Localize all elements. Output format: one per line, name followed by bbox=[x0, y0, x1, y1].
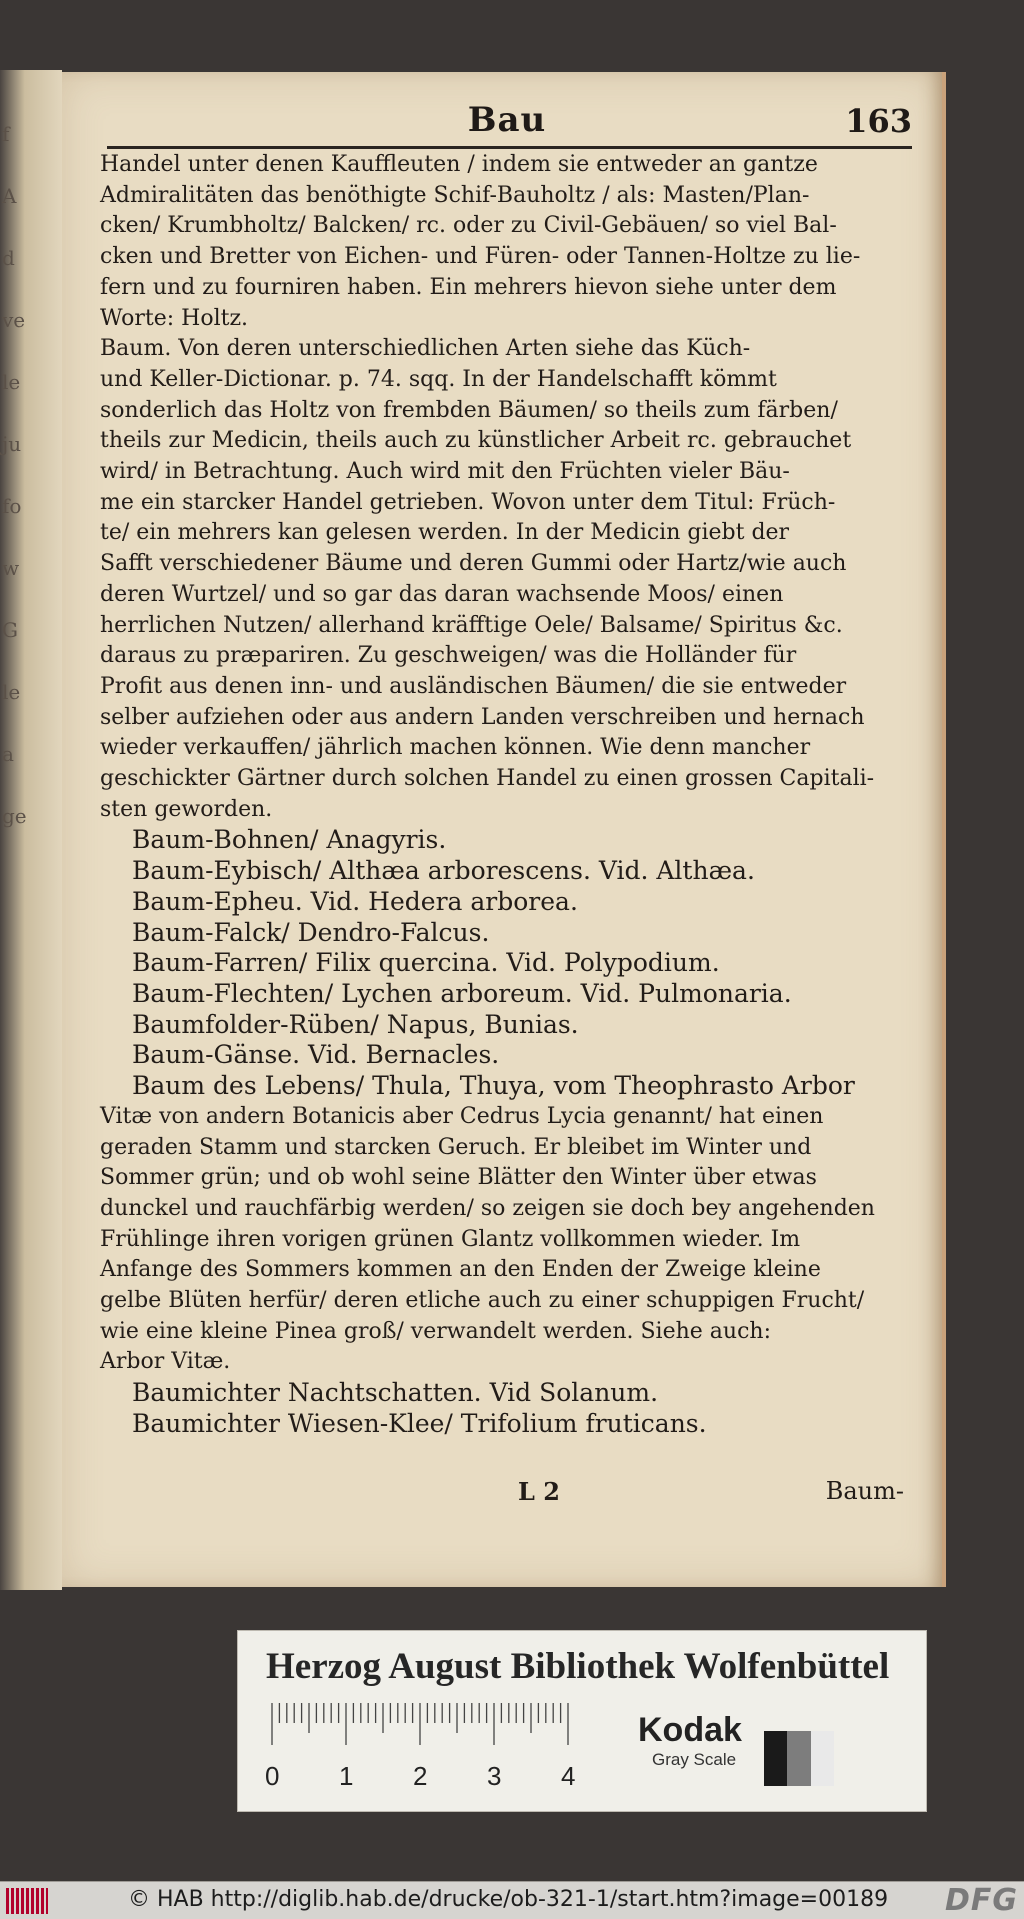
text-line: Baum. Von deren unterschiedlichen Arten siehe das Küch- bbox=[100, 336, 751, 362]
entry-line: Baum-Epheu. Vid. Hedera arborea. bbox=[132, 886, 578, 916]
gray-swatch bbox=[764, 1731, 834, 1786]
barcode-icon bbox=[6, 1888, 48, 1914]
text-line: fern und zu fourniren haben. Ein mehrers hievon siehe unter dem bbox=[100, 274, 837, 300]
text-line: me ein starcker Handel getrieben. Wovon unter dem Titul: Früch- bbox=[100, 489, 836, 515]
edge-fragment: d bbox=[2, 246, 15, 270]
entry-line: Baum-Eybisch/ Althæa arborescens. Vid. Althæa. bbox=[132, 856, 755, 886]
scale-ruler bbox=[265, 1703, 608, 1793]
ruler-number: 0 bbox=[265, 1761, 280, 1791]
running-head bbox=[102, 100, 912, 140]
text-line: gelbe Blüten herfür/ deren etliche auch zu einer schuppigen Frucht/ bbox=[100, 1288, 865, 1314]
text-line: Safft verschiedener Bäume und deren Gummi oder Hartz/wie auch bbox=[100, 551, 847, 577]
entry-line: Baum des Lebens/ Thula, Thuya, vom Theophrasto Arbor bbox=[132, 1071, 855, 1101]
text-line: wie eine kleine Pinea groß/ verwandelt werden. Siehe auch: bbox=[100, 1318, 771, 1344]
footer-bar bbox=[0, 1881, 1024, 1919]
gray-scale-label: Gray Scale bbox=[652, 1750, 737, 1769]
edge-fragment: w bbox=[2, 556, 20, 580]
text-line: sten geworden. bbox=[100, 796, 273, 822]
entry-line: Baum-Falck/ Dendro-Falcus. bbox=[132, 917, 490, 947]
ruler-number: 2 bbox=[413, 1761, 428, 1791]
page-number: 163 bbox=[845, 102, 912, 140]
text-line: cken/ Krumbholtz/ Balcken/ rc. oder zu Civil-Gebäuen/ so viel Bal- bbox=[100, 213, 837, 239]
text-line: wird/ in Betrachtung. Auch wird mit den Früchten vieler Bäu- bbox=[100, 459, 790, 485]
text-line: selber aufziehen oder aus andern Landen verschreiben und hernach bbox=[100, 704, 865, 730]
edge-fragment: a bbox=[2, 742, 14, 766]
text-line: herrlichen Nutzen/ allerhand kräfftige Oele/ Balsame/ Spiritus &c. bbox=[100, 612, 843, 638]
text-line: dunckel und rauchfärbig werden/ so zeigen sie doch bey angehenden bbox=[100, 1195, 875, 1221]
edge-fragment: fo bbox=[2, 494, 22, 518]
text-line: Anfange des Sommers kommen an den Enden der Zweige kleine bbox=[100, 1257, 821, 1283]
adjacent-page-edge bbox=[0, 70, 62, 1590]
text-line: Sommer grün; und ob wohl seine Blätter den Winter über etwas bbox=[100, 1165, 817, 1191]
entry-line: Baum-Farren/ Filix quercina. Vid. Polypodium. bbox=[132, 948, 720, 978]
edge-fragment: f bbox=[2, 122, 10, 146]
signature-mark: L 2 bbox=[518, 1477, 560, 1506]
running-head-title: Bau bbox=[467, 100, 547, 140]
text-line: daraus zu præpariren. Zu geschweigen/ was die Holländer für bbox=[100, 643, 797, 669]
kodak-brand: Kodak bbox=[638, 1711, 742, 1749]
edge-fragment: G bbox=[2, 618, 18, 642]
page-foot bbox=[100, 1477, 910, 1511]
text-line: Handel unter denen Kauffleuten / indem sie entweder an gantze bbox=[100, 152, 818, 177]
text-line: geschickter Gärtner durch solchen Handel zu einen grossen Capitali- bbox=[100, 766, 875, 792]
head-rule bbox=[107, 146, 912, 149]
text-line: Arbor Vitæ. bbox=[100, 1349, 231, 1375]
catchword: Baum- bbox=[825, 1477, 904, 1505]
text-line: theils zur Medicin, theils auch zu künstlicher Arbeit rc. gebrauchet bbox=[100, 428, 852, 454]
ruler-number: 4 bbox=[561, 1761, 576, 1791]
text-line: Vitæ von andern Botanicis aber Cedrus Lycia genannt/ hat einen bbox=[100, 1103, 824, 1129]
entry-line: Baum-Gänse. Vid. Bernacles. bbox=[132, 1040, 500, 1070]
color-calibration-card bbox=[237, 1630, 927, 1812]
dfg-logo: DFG bbox=[944, 1883, 1018, 1918]
edge-fragment: ve bbox=[2, 308, 26, 332]
text-line: cken und Bretter von Eichen- und Füren- oder Tannen-Holtze zu lie- bbox=[100, 244, 861, 270]
text-line: te/ ein mehrers kan gelesen werden. In der Medicin giebt der bbox=[100, 520, 790, 546]
edge-fragment: A bbox=[2, 184, 17, 208]
text-line: deren Wurtzel/ und so gar das daran wachsende Moos/ einen bbox=[100, 581, 784, 607]
text-line: Frühlinge ihren vorigen grünen Glantz vollkommen wieder. Im bbox=[100, 1226, 801, 1252]
text-line: und Keller-Dictionar. p. 74. sqq. In der Handelschafft kömmt bbox=[100, 366, 777, 392]
copyright-link[interactable]: © HAB http://diglib.hab.de/drucke/ob-321-1/start.htm?image=00189 bbox=[128, 1887, 889, 1912]
entry-line: Baum-Flechten/ Lychen arboreum. Vid. Pulmonaria. bbox=[132, 978, 792, 1008]
entry-line: Baumichter Nachtschatten. Vid Solanum. bbox=[132, 1378, 659, 1408]
entry-line: Baumichter Wiesen-Klee/ Trifolium fruticans. bbox=[132, 1408, 707, 1438]
text-line: Worte: Holtz. bbox=[100, 305, 249, 331]
kodak-label bbox=[638, 1711, 742, 1770]
edge-fragment: ge bbox=[2, 804, 27, 828]
edge-fragment: ju bbox=[2, 432, 22, 456]
edge-fragment: le bbox=[2, 680, 21, 704]
entry-line: Baumfolder-Rüben/ Napus, Bunias. bbox=[132, 1009, 579, 1039]
entry-line: Baum-Bohnen/ Anagyris. bbox=[132, 825, 447, 855]
page-text bbox=[100, 150, 910, 1440]
edge-fragment: le bbox=[2, 370, 21, 394]
text-line: Profit aus denen inn- und ausländischen Bäumen/ die sie entweder bbox=[100, 673, 847, 699]
library-name: Herzog August Bibliothek Wolfenbüttel bbox=[266, 1646, 890, 1687]
text-line: Admiralitäten das benöthigte Schif-Bauholtz / als: Masten/Plan- bbox=[100, 182, 810, 208]
ruler-ticks bbox=[265, 1703, 608, 1793]
ruler-number: 1 bbox=[339, 1761, 354, 1791]
text-line: wieder verkauffen/ jährlich machen können. Wie denn mancher bbox=[100, 735, 811, 761]
text-line: geraden Stamm und starcken Geruch. Er bleibet im Winter und bbox=[100, 1134, 812, 1160]
ruler-number: 3 bbox=[487, 1761, 502, 1791]
book-page bbox=[62, 72, 946, 1587]
text-line: sonderlich das Holtz von frembden Bäumen/ so theils zum färben/ bbox=[100, 397, 838, 423]
